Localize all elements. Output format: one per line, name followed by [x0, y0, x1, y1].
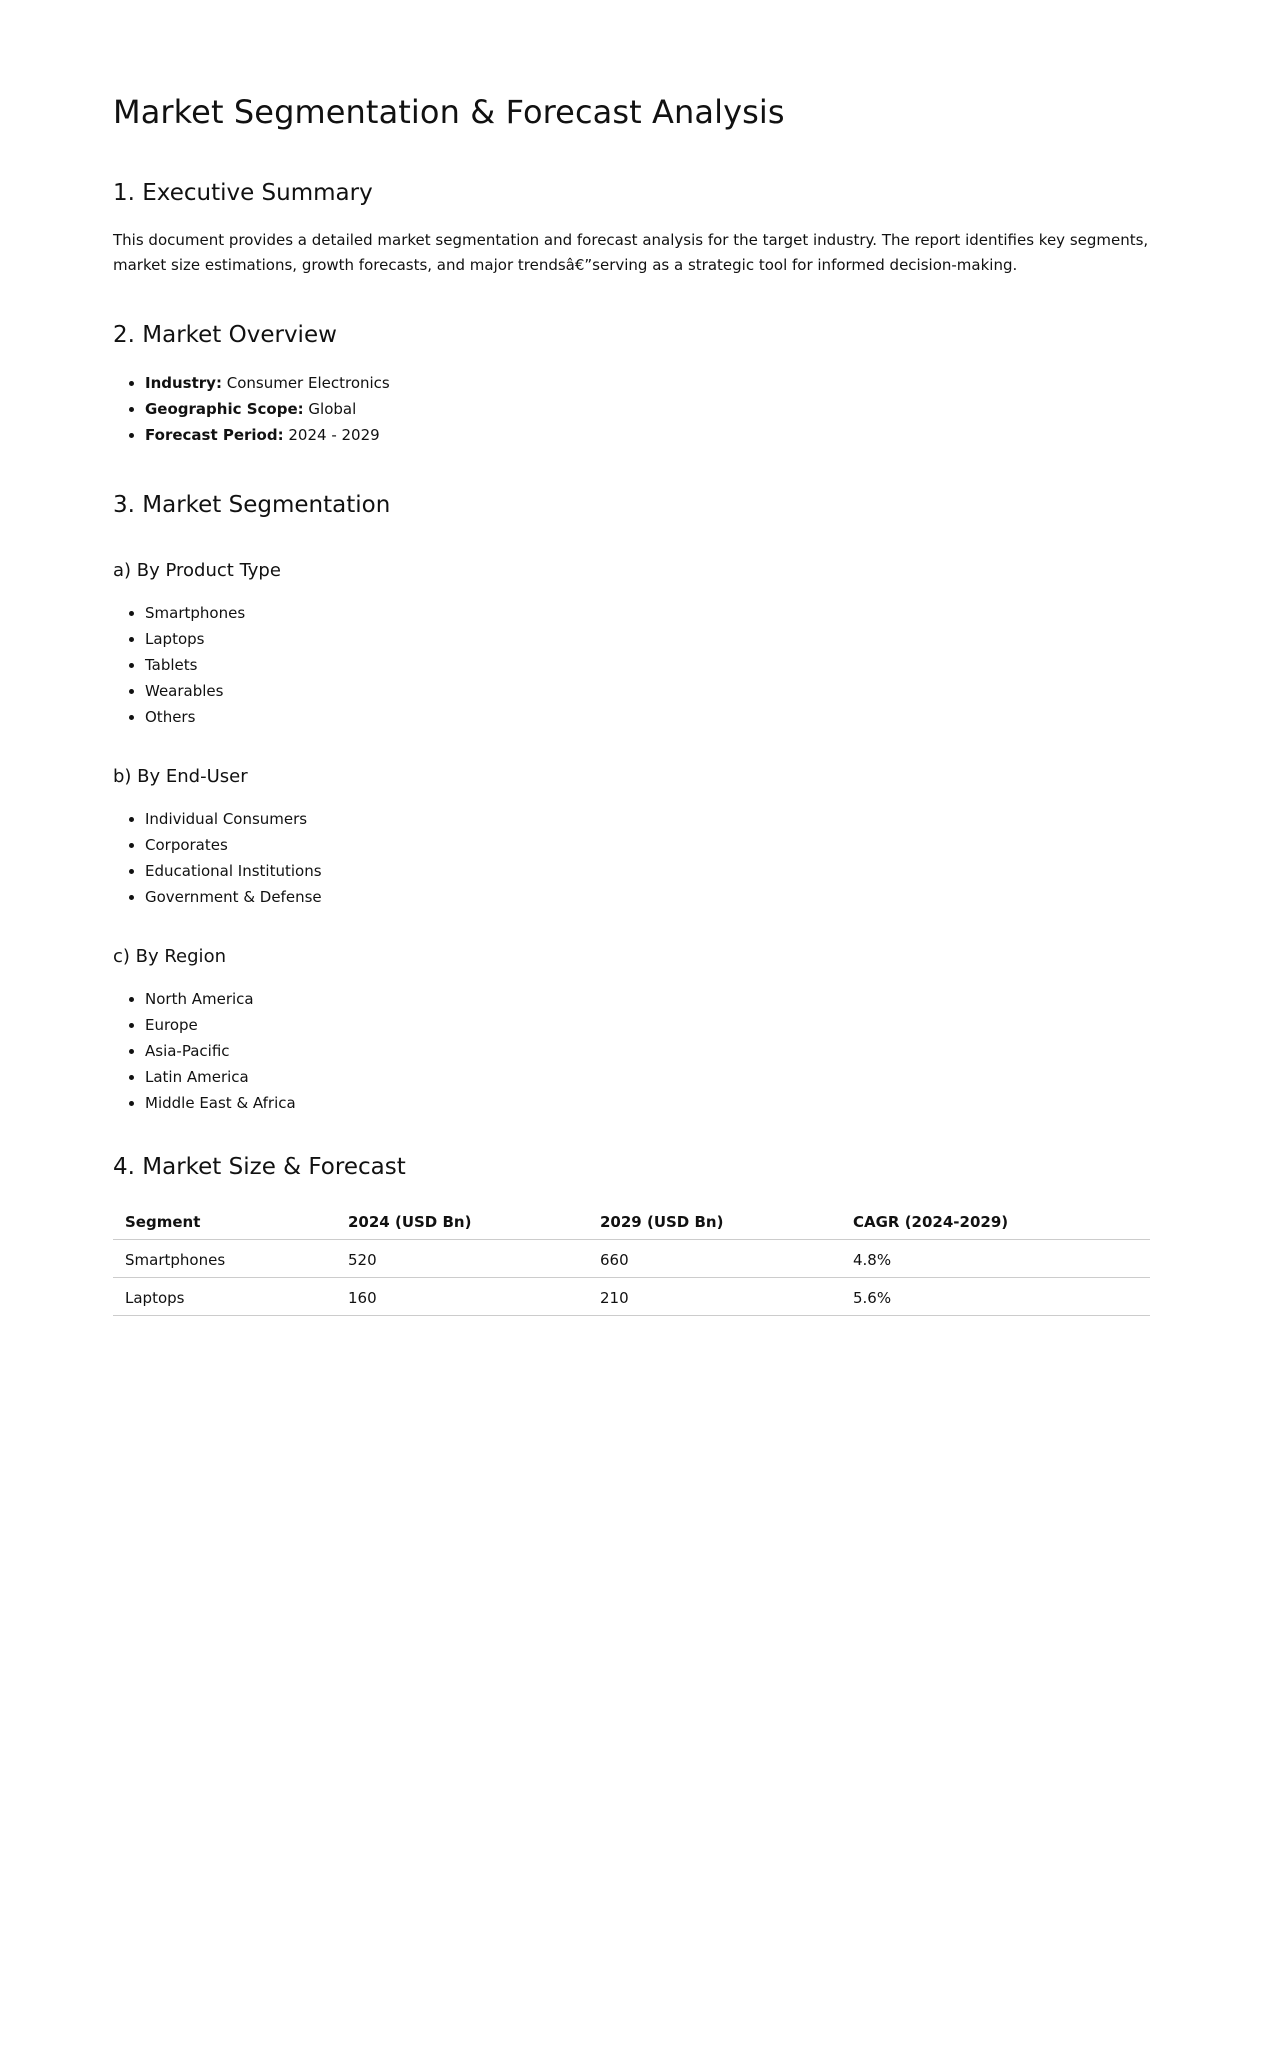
table-cell: 210: [588, 1278, 841, 1316]
list-item: • Laptops: [145, 626, 1150, 652]
list-item: [145, 396, 1150, 422]
list-item: • Individual Consumers: [145, 806, 1150, 832]
overview-value: Consumer Electronics: [226, 374, 390, 392]
end-user-list: [113, 806, 1150, 910]
list-item: • Asia-Pacific: [145, 1038, 1150, 1064]
table-header-row: [113, 1202, 1150, 1240]
executive-summary-text: This document provides a detailed market segmentation and forecast analysis for the target industry. The report identifies key segments, market size estimations, growth forecasts, and major trendsâ€”serving as a strategic tool for informed decision-making.: [113, 231, 1149, 274]
list-item: • Others: [145, 704, 1150, 730]
list-item: • Wearables: [145, 678, 1150, 704]
table-cell: Smartphones: [113, 1240, 336, 1278]
list-item: • Educational Institutions: [145, 858, 1150, 884]
table-cell: 660: [588, 1240, 841, 1278]
market-overview-heading: 2. Market Overview: [113, 322, 337, 348]
table-cell: 520: [336, 1240, 588, 1278]
overview-value: Global: [308, 400, 357, 418]
table-cell: 4.8%: [841, 1240, 1150, 1278]
market-overview-list: [113, 370, 1150, 448]
product-type-list: [113, 600, 1150, 730]
table-row: [113, 1278, 1150, 1316]
column-header-segment: Segment: [113, 1202, 336, 1240]
table-cell: 5.6%: [841, 1278, 1150, 1316]
executive-summary-heading: 1. Executive Summary: [113, 180, 373, 206]
product-type-heading: a) By Product Type: [113, 560, 281, 581]
overview-value: 2024 - 2029: [288, 426, 380, 444]
page-title: Market Segmentation & Forecast Analysis: [113, 93, 785, 131]
table-cell: 160: [336, 1278, 588, 1316]
overview-label: Forecast Period:: [145, 426, 284, 444]
overview-label: Industry:: [145, 374, 222, 392]
list-item: [145, 370, 1150, 396]
region-heading: c) By Region: [113, 946, 226, 967]
market-segmentation-heading: 3. Market Segmentation: [113, 492, 391, 518]
list-item: • North America: [145, 986, 1150, 1012]
end-user-heading: b) By End-User: [113, 766, 248, 787]
column-header-2029: 2029 (USD Bn): [588, 1202, 841, 1240]
column-header-cagr: CAGR (2024-2029): [841, 1202, 1150, 1240]
table-row: [113, 1240, 1150, 1278]
market-size-heading: 4. Market Size & Forecast: [113, 1154, 406, 1180]
list-item: • Latin America: [145, 1064, 1150, 1090]
overview-label: Geographic Scope:: [145, 400, 304, 418]
list-item: • Europe: [145, 1012, 1150, 1038]
table-cell: Laptops: [113, 1278, 336, 1316]
list-item: • Government & Defense: [145, 884, 1150, 910]
market-size-table: [113, 1202, 1150, 1316]
column-header-2024: 2024 (USD Bn): [336, 1202, 588, 1240]
list-item: • Middle East & Africa: [145, 1090, 1150, 1116]
list-item: • Tablets: [145, 652, 1150, 678]
list-item: • Corporates: [145, 832, 1150, 858]
list-item: [145, 422, 1150, 448]
list-item: • Smartphones: [145, 600, 1150, 626]
region-list: [113, 986, 1150, 1116]
